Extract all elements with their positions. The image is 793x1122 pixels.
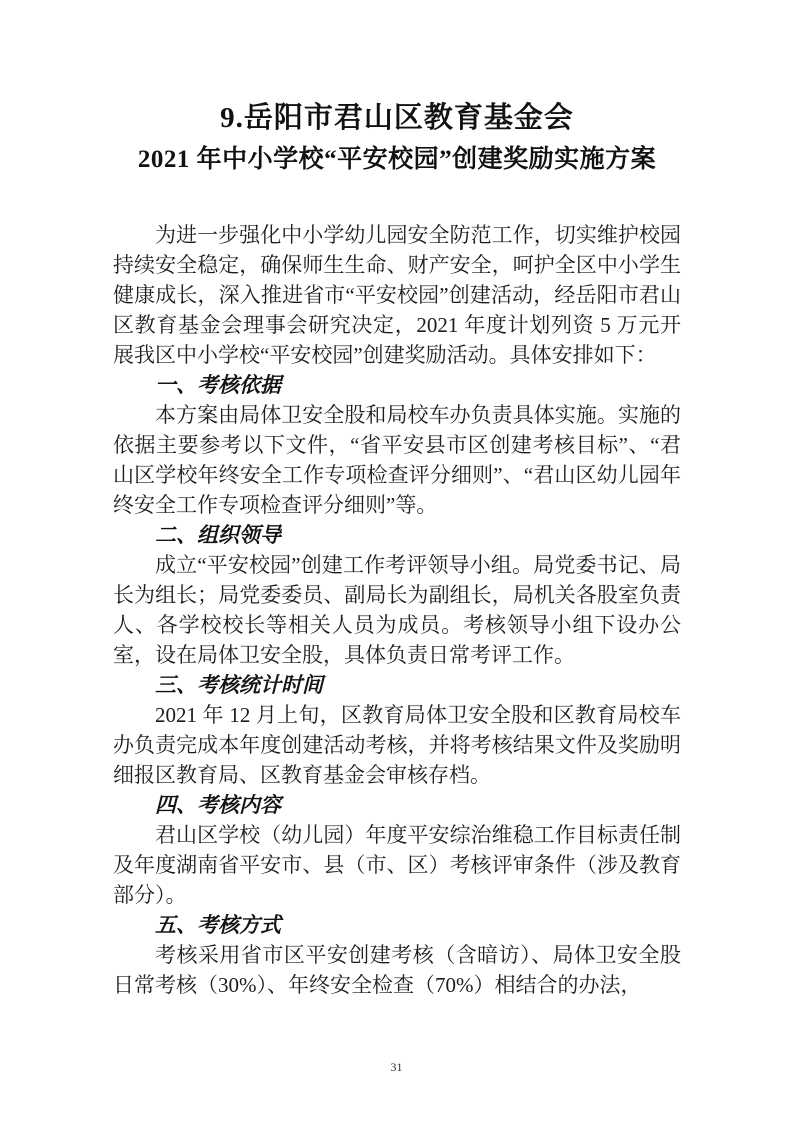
section-body-1: 本方案由局体卫安全股和局校车办负责具体实施。实施的依据主要参考以下文件，“省平安县市区创建考核目标”、“君山区学校年终安全工作专项检查评分细则”、“君山区幼儿园年终安全工作专项检查评分细则”等。 — [113, 403, 681, 517]
page-number: 31 — [390, 1060, 403, 1074]
section-heading-4: 四、考核内容 — [155, 793, 281, 817]
section-heading-2: 二、组织领导 — [155, 523, 281, 547]
section-body-4: 君山区学校（幼儿园）年度平安综治维稳工作目标责任制及年度湖南省平安市、县（市、区）考核评审条件（涉及教育部分）。 — [113, 823, 681, 907]
section-heading-3: 三、考核统计时间 — [155, 673, 323, 697]
section-heading-5: 五、考核方式 — [155, 913, 281, 937]
section-body-3: 2021 年 12 月上旬，区教育局体卫安全股和区教育局校车办负责完成本年度创建活动考核，并将考核结果文件及奖励明细报区教育局、区教育基金会审核存档。 — [113, 703, 681, 787]
document-title: 9.岳阳市君山区教育基金会 — [220, 102, 574, 134]
document-body — [113, 220, 681, 1000]
document-subtitle: 2021 年中小学校“平安校园”创建奖励实施方案 — [137, 146, 657, 173]
section-heading-1: 一、考核依据 — [155, 373, 281, 397]
section-body-2: 成立“平安校园”创建工作考评领导小组。局党委书记、局长为组长；局党委委员、副局长为副组长，局机关各股室负责人、各学校校长等相关人员为成员。考核领导小组下设办公室，设在局体卫安全股，具体负责日常考评工作。 — [113, 553, 681, 667]
section-body-5: 考核采用省市区平安创建考核（含暗访）、局体卫安全股日常考核（30%）、年终安全检查（70%）相结合的办法， — [113, 943, 681, 997]
intro-paragraph: 为进一步强化中小学幼儿园安全防范工作，切实维护校园持续安全稳定，确保师生生命、财产安全，呵护全区中小学生健康成长，深入推进省市“平安校园”创建活动，经岳阳市君山区教育基金会理事会研究决定，2021 年度计划列资 5 万元开展我区中小学校“平安校园”创建奖励活动。具体安排如下： — [113, 223, 681, 367]
